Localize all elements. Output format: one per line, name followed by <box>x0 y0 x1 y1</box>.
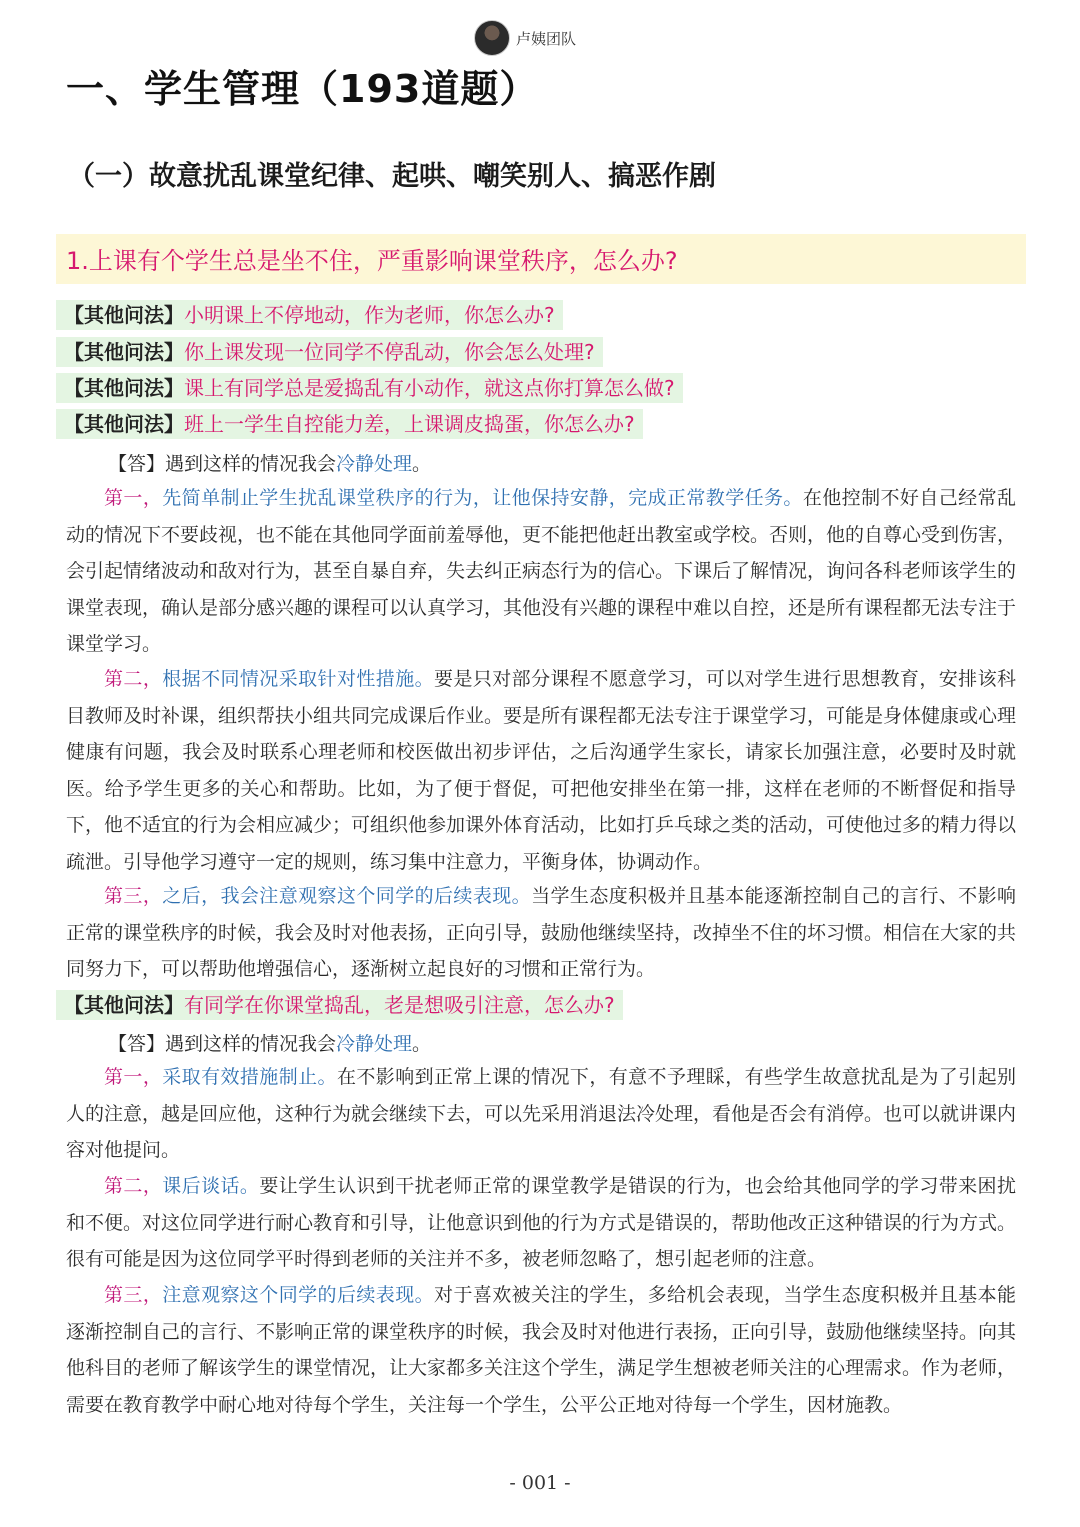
alt-question-text: 你上课发现一位同学不停乱动，你会怎么处理? <box>184 340 595 364</box>
answer-paragraph <box>66 661 1016 880</box>
paragraph-ordinal: 第三， <box>104 885 163 907</box>
answer-paragraph <box>66 1059 1016 1169</box>
paragraph-body: 对于喜欢被关注的学生，多给机会表现，当学生态度积极并且基本能逐渐控制自己的言行、不影响正常的课堂秩序的时候，我会及时对他进行表扬，正向引导，鼓励他继续坚持。向其他科目的老师了解该学生的课堂情况，让大家都多关注这个学生，满足学生想被老师关注的心理需求。作为老师，需要在教育教学中耐心地对待每个学生，关注每一个学生，公平公正地对待每一个学生，因材施教。 <box>66 1284 1017 1416</box>
answer-paragraph <box>66 1277 1016 1423</box>
alt-question-text: 有同学在你课堂捣乱，老是想吸引注意，怎么办? <box>184 993 615 1017</box>
paragraph-key-point: 课后谈话。 <box>162 1175 260 1197</box>
page-title: 一、学生管理（193道题） <box>66 67 539 111</box>
answer-key: 冷静处理 <box>336 1033 413 1055</box>
paragraph-key-point: 注意观察这个同学的后续表现。 <box>162 1284 435 1306</box>
paragraph-body: 在不影响到正常上课的情况下，有意不予理睬，有些学生故意扰乱是为了引起别人的注意，越是回应他，这种行为就会继续下去，可以先采用消退法冷处理，看他是否会有消停。也可以就讲课内容对他提问。 <box>66 1066 1017 1161</box>
paragraph-ordinal: 第三， <box>104 1284 163 1306</box>
author-badge <box>474 20 576 56</box>
paragraph-key-point: 之后，我会注意观察这个同学的后续表现。 <box>162 885 532 907</box>
answer-end: 。 <box>412 453 432 475</box>
alt-question-tag: 【其他问法】 <box>64 993 184 1017</box>
alt-question-text: 小明课上不停地动，作为老师，你怎么办? <box>184 303 555 327</box>
alt-question-tag: 【其他问法】 <box>64 340 184 364</box>
paragraph-ordinal: 第二， <box>104 668 163 690</box>
paragraph-body: 要让学生认识到干扰老师正常的课堂教学是错误的行为，也会给其他同学的学习带来困扰和不便。对这位同学进行耐心教育和引导，让他意识到他的行为方式是错误的，帮助他改正这种错误的行为方式。很有可能是因为这位同学平时得到老师的关注并不多，被老师忽略了，想引起老师的注意。 <box>66 1175 1017 1270</box>
alt-question-text: 班上一学生自控能力差，上课调皮捣蛋，你怎么办? <box>184 412 635 436</box>
alt-question <box>56 409 643 439</box>
answer-intro <box>108 1029 431 1056</box>
alt-question-tag: 【其他问法】 <box>64 376 184 400</box>
paragraph-ordinal: 第一， <box>104 1066 163 1088</box>
answer-key: 冷静处理 <box>336 453 413 475</box>
avatar <box>474 20 510 56</box>
answer-label: 【答】 <box>108 453 166 475</box>
answer-intro-text: 遇到这样的情况我会 <box>165 453 337 475</box>
paragraph-body: 当学生态度积极并且基本能逐渐控制自己的言行、不影响正常的课堂秩序的时候，我会及时对他表扬，正向引导，鼓励他继续坚持，改掉坐不住的坏习惯。相信在大家的共同努力下，可以帮助他增强信心，逐渐树立起良好的习惯和正常行为。 <box>66 885 1017 980</box>
paragraph-key-point: 根据不同情况采取针对性措施。 <box>162 668 435 690</box>
alt-question <box>56 300 563 330</box>
paragraph-key-point: 采取有效措施制止。 <box>162 1066 337 1088</box>
answer-end: 。 <box>412 1033 432 1055</box>
author-name: 卢姨团队 <box>516 29 577 48</box>
answer-paragraph <box>66 480 1016 663</box>
alt-question <box>56 373 683 403</box>
paragraph-body: 在他控制不好自己经常乱动的情况下不要歧视，也不能在其他同学面前羞辱他，更不能把他赶出教室或学校。否则，他的自尊心受到伤害，会引起情绪波动和敌对行为，甚至自暴自弃，失去纠正病态行为的信心。下课后了解情况，询问各科老师该学生的课堂表现，确认是部分感兴趣的课程可以认真学习，其他没有兴趣的课程中难以自控，还是所有课程都无法专注于课堂学习。 <box>66 487 1017 655</box>
paragraph-ordinal: 第二， <box>104 1175 163 1197</box>
answer-intro-text: 遇到这样的情况我会 <box>165 1033 337 1055</box>
answer-paragraph <box>66 1168 1016 1278</box>
paragraph-key-point: 先简单制止学生扰乱课堂秩序的行为，让他保持安静，完成正常教学任务。 <box>162 487 803 509</box>
paragraph-body: 要是只对部分课程不愿意学习，可以对学生进行思想教育，安排该科目教师及时补课，组织帮扶小组共同完成课后作业。要是所有课程都无法专注于课堂学习，可能是身体健康或心理健康有问题，我会及时联系心理老师和校医做出初步评估，之后沟通学生家长，请家长加强注意，必要时及时就医。给予学生更多的关心和帮助。比如，为了便于督促，可把他安排坐在第一排，这样在老师的不断督促和指导下，他不适宜的行为会相应减少；可组织他参加课外体育活动，比如打乒乓球之类的活动，可使他过多的精力得以疏泄。引导他学习遵守一定的规则，练习集中注意力，平衡身体，协调动作。 <box>66 668 1017 873</box>
answer-label: 【答】 <box>108 1033 166 1055</box>
page-number: - 001 - <box>509 1472 571 1494</box>
alt-question-text: 课上有同学总是爱捣乱有小动作，就这点你打算怎么做? <box>184 376 675 400</box>
section-heading: （一）故意扰乱课堂纪律、起哄、嘲笑别人、搞恶作剧 <box>68 161 716 192</box>
alt-question <box>56 337 603 367</box>
alt-question-tag: 【其他问法】 <box>64 412 184 436</box>
question-title: 1.上课有个学生总是坐不住，严重影响课堂秩序，怎么办? <box>66 247 678 275</box>
paragraph-ordinal: 第一， <box>104 487 163 509</box>
answer-intro <box>108 449 431 476</box>
answer-paragraph <box>66 878 1016 988</box>
alt-question-tag: 【其他问法】 <box>64 303 184 327</box>
alt-question <box>56 990 623 1020</box>
